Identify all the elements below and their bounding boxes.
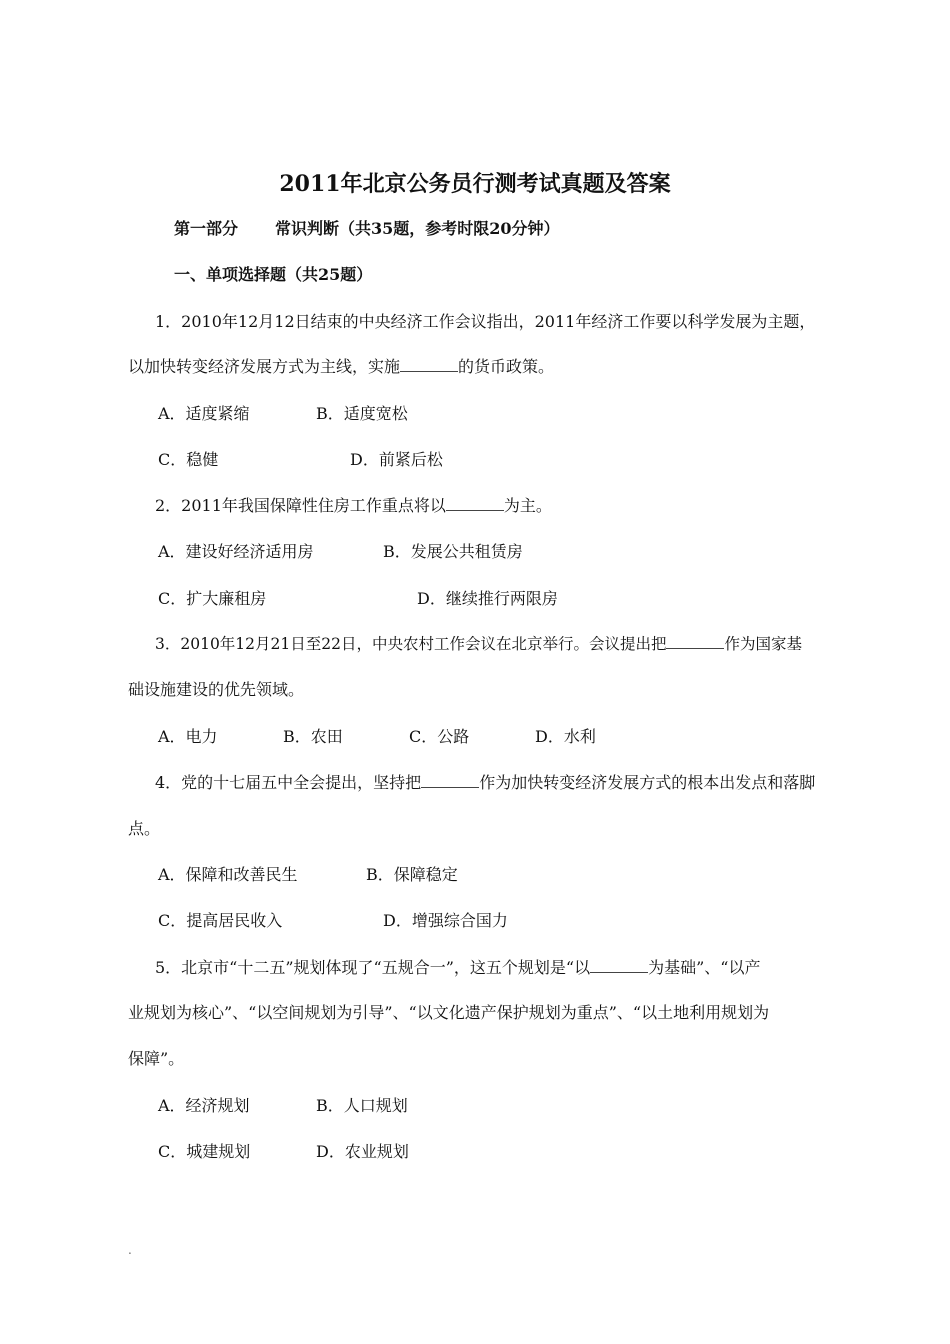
question-3-text-post: 作为国家基 xyxy=(724,635,802,653)
question-1-option-c: C．稳健 xyxy=(158,450,219,469)
question-2-line-1 xyxy=(155,496,552,516)
question-3-option-c: C．公路 xyxy=(409,727,470,746)
question-3-option-d: D．水利 xyxy=(535,727,596,746)
question-4-option-c: C．提高居民收入 xyxy=(158,911,283,930)
footer-mark: . xyxy=(128,1243,132,1257)
question-5-text-pre: 5．北京市“十二五”规划体现了“五规合一”，这五个规划是“以 xyxy=(155,958,591,977)
section-heading: 一、单项选择题（共25题） xyxy=(174,265,373,284)
question-3-line-2: 础设施建设的优先领域。 xyxy=(128,680,305,699)
question-4-option-d: D．增强综合国力 xyxy=(383,911,508,930)
question-5-option-c: C．城建规划 xyxy=(158,1142,251,1161)
question-2-option-c: C．扩大廉租房 xyxy=(158,589,267,608)
part-label: 第一部分 xyxy=(174,219,239,238)
question-1-text-post: 的货币政策。 xyxy=(458,357,555,376)
question-5-option-b: B．人口规划 xyxy=(316,1096,408,1115)
question-3-line-1 xyxy=(155,634,802,654)
answer-blank xyxy=(400,357,458,372)
question-5-text-post: 为基础”、“以产 xyxy=(648,958,761,977)
question-4-text-post: 作为加快转变经济发展方式的根本出发点和落脚 xyxy=(479,773,816,792)
question-4-option-b: B．保障稳定 xyxy=(366,865,458,884)
answer-blank xyxy=(421,773,479,788)
answer-blank xyxy=(590,958,648,973)
question-2-option-b: B．发展公共租赁房 xyxy=(383,542,523,561)
question-4-text-pre: 4．党的十七届五中全会提出，坚持把 xyxy=(155,773,422,792)
question-4-line-1 xyxy=(155,773,815,793)
question-5-option-a: A．经济规划 xyxy=(158,1096,250,1115)
question-2-text-pre: 2．2011年我国保障性住房工作重点将以 xyxy=(155,496,446,515)
answer-blank xyxy=(446,496,504,511)
question-2-option-d: D．继续推行两限房 xyxy=(417,589,558,608)
question-4-line-2: 点。 xyxy=(128,819,161,838)
question-1-line-2 xyxy=(128,357,554,377)
question-1-option-a: A．适度紧缩 xyxy=(158,404,250,423)
question-5-line-3: 保障”。 xyxy=(128,1049,185,1068)
question-3-text-pre: 3．2010年12月21日至22日，中央农村工作会议在北京举行。会议提出把 xyxy=(155,635,667,653)
question-4-option-a: A．保障和改善民生 xyxy=(158,865,298,884)
part-description: 常识判断（共35题，参考时限20分钟） xyxy=(275,219,560,238)
answer-blank xyxy=(666,634,724,649)
question-1-text-pre: 以加快转变经济发展方式为主线，实施 xyxy=(128,357,401,376)
question-3-option-a: A．电力 xyxy=(158,727,218,746)
question-1-option-d: D．前紧后松 xyxy=(350,450,443,469)
question-1-line-1: 1．2010年12月12日结束的中央经济工作会议指出，2011年经济工作要以科学发展为主题， xyxy=(155,312,816,331)
question-2-option-a: A．建设好经济适用房 xyxy=(158,542,314,561)
question-1-option-b: B．适度宽松 xyxy=(316,404,408,423)
question-3-option-b: B．农田 xyxy=(283,727,343,746)
document-title: 2011年北京公务员行测考试真题及答案 xyxy=(279,171,671,197)
question-5-line-2: 业规划为核心”、“以空间规划为引导”、“以文化遗产保护规划为重点”、“以土地利用规划为 xyxy=(128,1003,770,1022)
question-2-text-post: 为主。 xyxy=(503,496,552,515)
question-5-option-d: D．农业规划 xyxy=(316,1142,409,1161)
question-5-line-1 xyxy=(155,958,760,978)
